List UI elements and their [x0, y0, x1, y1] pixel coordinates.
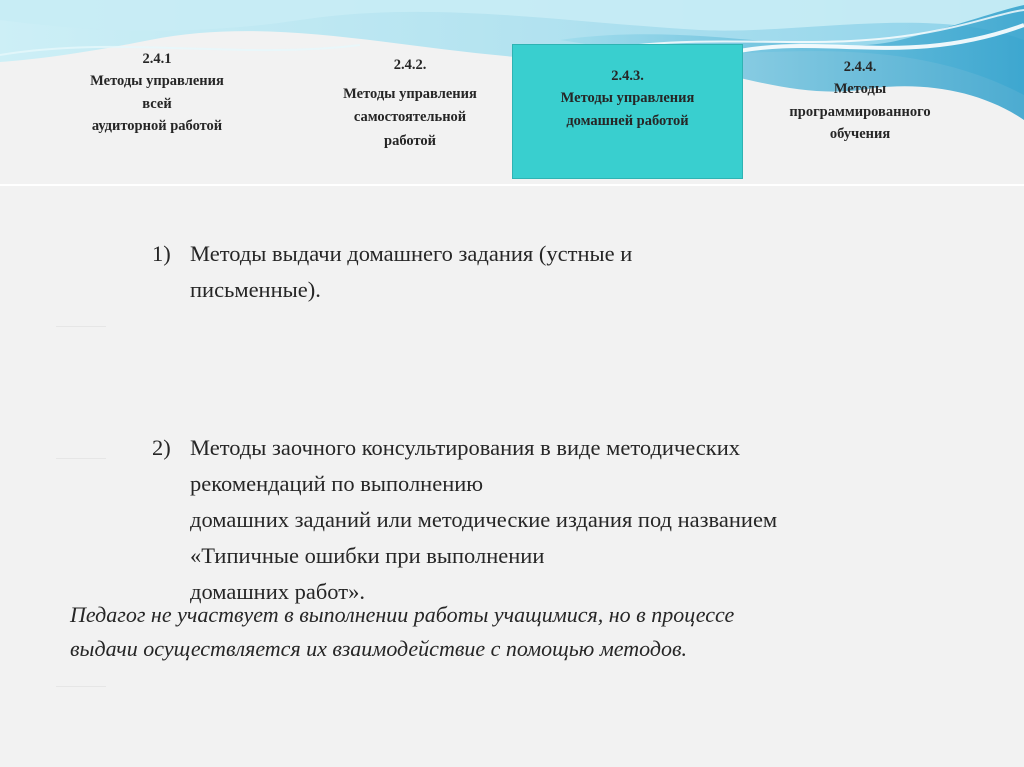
list-item — [152, 430, 990, 610]
tab-label-line: домашней работой — [566, 112, 689, 129]
note-line: Педагог не участвует в выполнении работы учащимися, но в процессе — [70, 602, 735, 627]
list-item — [152, 236, 810, 308]
divider — [56, 458, 106, 459]
tab-label-line: работой — [384, 132, 436, 149]
tab-label-line: Методы — [833, 81, 887, 98]
divider — [56, 686, 106, 687]
list-text-line: Методы выдачи домашнего задания (устные и — [190, 241, 633, 266]
tab-label-line: Методы управления — [560, 90, 695, 107]
tab-label-line: Методы управления — [343, 86, 477, 103]
divider — [56, 326, 106, 327]
tab-number: 2.4.2. — [393, 57, 427, 73]
tab-2-4-2[interactable] — [290, 54, 530, 153]
list-marker: 2) — [152, 435, 171, 460]
tab-label-line: всей — [142, 95, 172, 112]
list-text-line: письменные). — [190, 277, 321, 302]
list-marker: 1) — [152, 241, 171, 266]
note-paragraph — [70, 598, 950, 666]
list-text-line: домашних работ». — [190, 579, 365, 604]
tab-number: 2.4.3. — [611, 68, 644, 84]
tab-number: 2.4.1 — [142, 51, 172, 67]
list-text-line: домашних заданий или методические издания под названием — [190, 507, 778, 532]
tab-label-line: программированного — [789, 103, 931, 120]
tab-label-line: аудиторной работой — [91, 118, 223, 135]
tab-2-4-1[interactable] — [52, 48, 262, 138]
tab-label-line: самостоятельной — [353, 109, 467, 126]
list-text-line: Методы заочного консультирования в виде методических — [190, 435, 741, 460]
list-text-line: рекомендаций по выполнению — [190, 471, 484, 496]
tab-number: 2.4.4. — [843, 59, 877, 75]
list-text-line: «Типичные ошибки при выполнении — [190, 543, 545, 568]
tab-label-line: Методы управления — [90, 73, 224, 90]
tab-label-line: обучения — [829, 126, 891, 143]
tab-2-4-3-active[interactable] — [512, 44, 743, 179]
tab-2-4-4[interactable] — [760, 56, 960, 146]
note-line: выдачи осуществляется их взаимодействие с помощью методов. — [70, 636, 688, 662]
